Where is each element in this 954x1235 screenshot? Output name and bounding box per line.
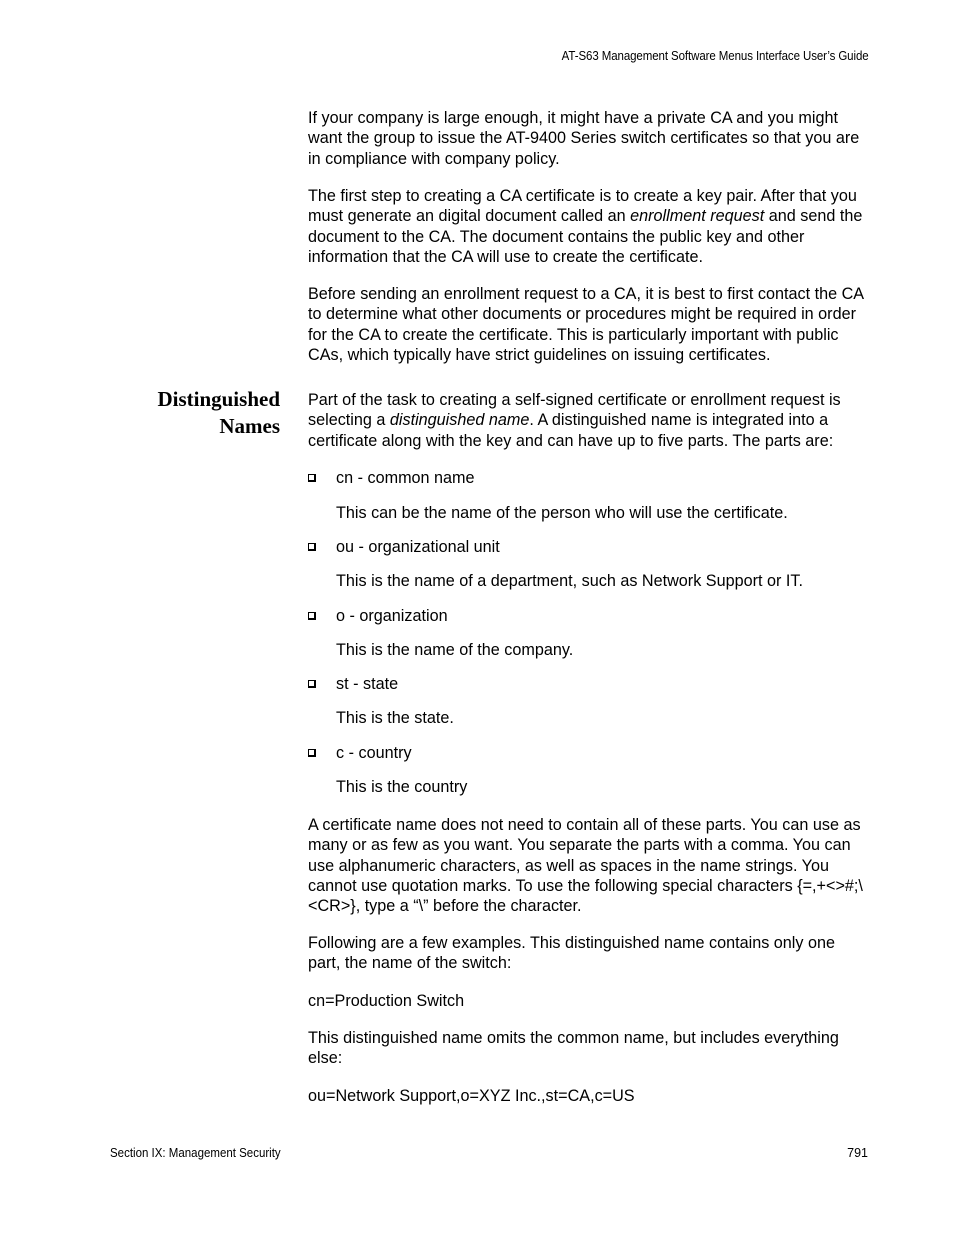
list-item-label: cn - common name (336, 469, 475, 487)
footer-section-label: Section IX: Management Security (110, 1146, 281, 1160)
section-p1-text-a: Part of the task to creating a self-signed certificate or enrollment request is selecting a (308, 391, 841, 430)
distinguished-name-term: distinguished name (389, 411, 530, 430)
section-paragraph-1 (308, 390, 868, 451)
page-number: 791 (847, 1146, 868, 1160)
list-item-label: o - organization (336, 607, 448, 625)
checkbox-bullet-icon (308, 474, 316, 482)
section-heading-line-2: Names (219, 414, 280, 438)
list-item-label: c - country (336, 744, 412, 762)
enrollment-request-term: enrollment request (630, 207, 765, 226)
checkbox-bullet-icon (308, 543, 316, 551)
section-heading-line-1: Distinguished (157, 387, 280, 411)
list-item-description: This is the state. (336, 709, 454, 727)
intro-paragraph-3: Before sending an enrollment request to a CA, it is best to first contact the CA to determine what other documents or procedures might be required in order for the CA to create the certificate. This is particularly important with public CAs, which typically have strict guidelines on issuing certificates. (308, 285, 864, 364)
checkbox-bullet-icon (308, 612, 316, 620)
intro-paragraph-1: If your company is large enough, it might have a private CA and you might want the group to issue the AT-9400 Series switch certificates so that you are in compliance with company policy. (308, 109, 860, 168)
checkbox-bullet-icon (308, 680, 316, 688)
list-item-description: This is the name of the company. (336, 641, 574, 659)
section-heading (100, 386, 280, 440)
list-item-description: This can be the name of the person who will use the certificate. (336, 504, 788, 522)
intro-paragraph-2 (308, 186, 868, 267)
example-dn-1: cn=Production Switch (308, 992, 465, 1010)
intro-p2-text-b: and send the document to the CA. The document contains the public key and other information that the CA will use to create the certificate. (308, 207, 863, 266)
section-p1-text-b: . A distinguished name is integrated into a certificate along with the key and can have up to five parts. The parts are: (308, 411, 834, 450)
section-paragraph-4: This distinguished name omits the common name, but includes everything else: (308, 1029, 839, 1068)
section-paragraph-3: Following are a few examples. This distinguished name contains only one part, the name of the switch: (308, 934, 835, 973)
list-item-description: This is the name of a department, such as Network Support or IT. (336, 572, 803, 590)
checkbox-bullet-icon (308, 749, 316, 757)
running-header: AT-S63 Management Software Menus Interface User’s Guide (562, 49, 869, 63)
list-item-description: This is the country (336, 778, 468, 796)
intro-p2-text-a: The first step to creating a CA certificate is to create a key pair. After that you must generate an digital document called an (308, 187, 857, 226)
list-item-label: st - state (336, 675, 399, 693)
section-paragraph-2: A certificate name does not need to contain all of these parts. You can use as many or as few as you want. You separate the parts with a comma. You can use alphanumeric characters, as well as spaces in the name strings. You cannot use quotation marks. To use the following special characters {=,+<>#;\<CR>}, type a “\” before the character. (308, 816, 863, 916)
example-dn-2: ou=Network Support,o=XYZ Inc.,st=CA,c=US (308, 1087, 635, 1105)
list-item-label: ou - organizational unit (336, 538, 500, 556)
